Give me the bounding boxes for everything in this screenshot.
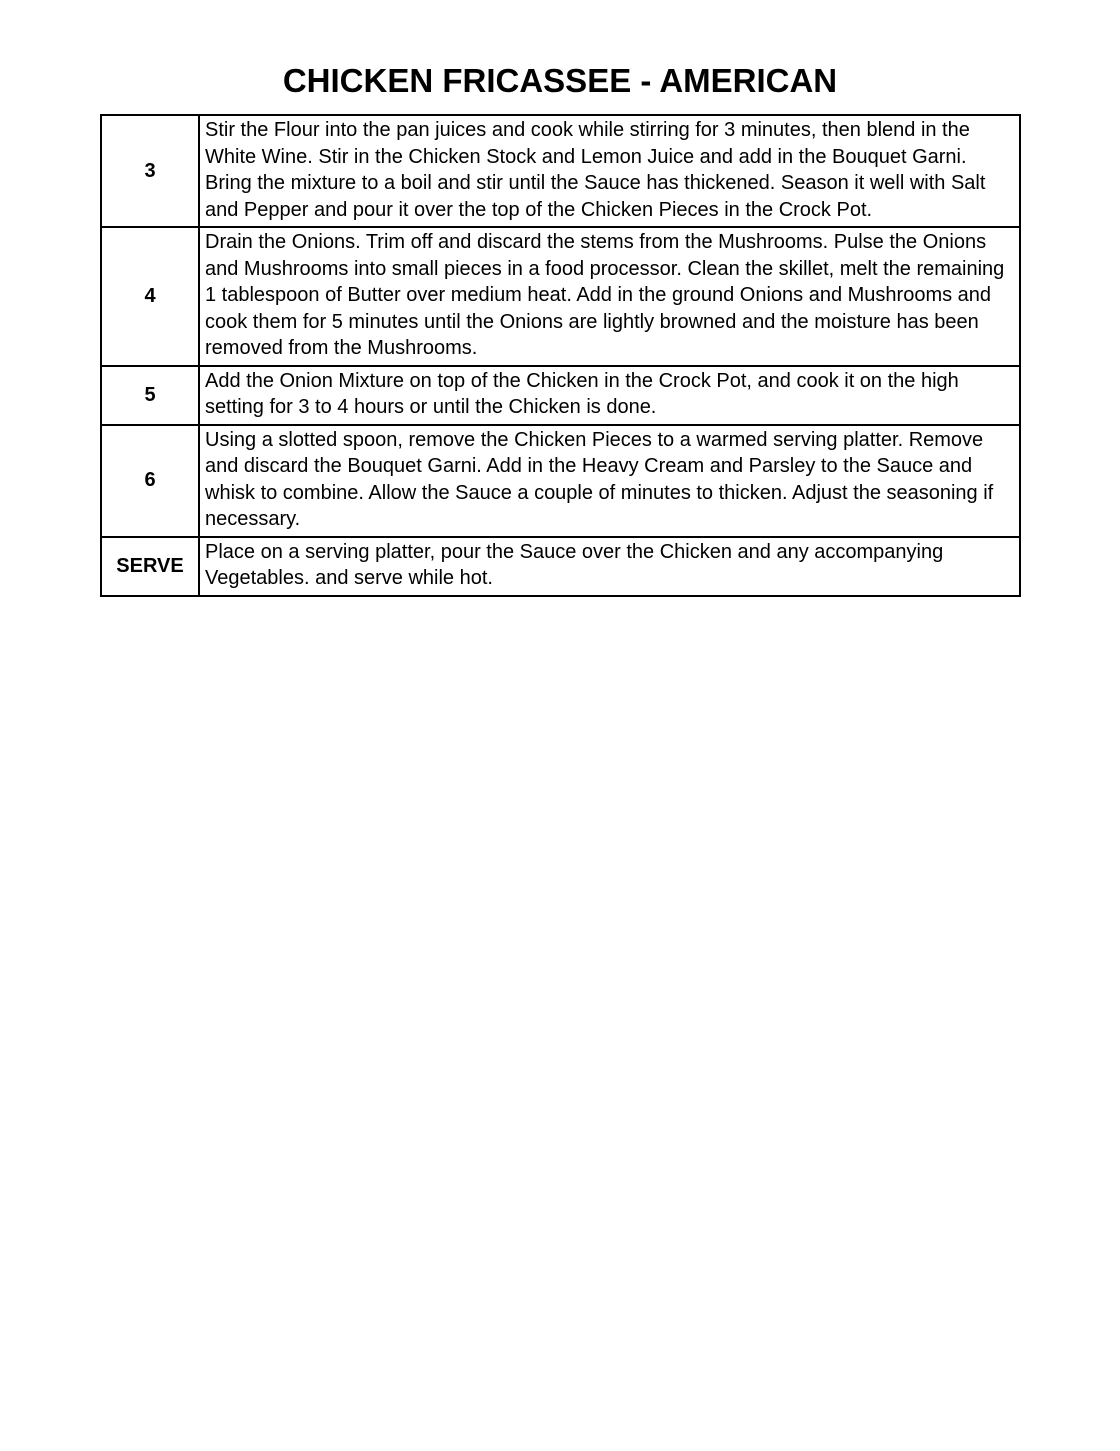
step-number-cell: 3 xyxy=(101,115,199,227)
instruction-cell: Using a slotted spoon, remove the Chicken Pieces to a warmed serving platter. Remove and discard the Bouquet Garni. Add in the Heavy Cream and Parsley to the Sauce and whisk to combine. Allow the Sauce a couple of minutes to thicken. Adjust the seasoning if necessary. xyxy=(199,425,1020,537)
table-row xyxy=(101,537,1020,596)
step-number-cell: 6 xyxy=(101,425,199,537)
table-row xyxy=(101,115,1020,227)
table-row xyxy=(101,425,1020,537)
table-row xyxy=(101,366,1020,425)
instruction-cell: Add the Onion Mixture on top of the Chicken in the Crock Pot, and cook it on the high setting for 3 to 4 hours or until the Chicken is done. xyxy=(199,366,1020,425)
recipe-steps-table xyxy=(100,114,1021,597)
step-number-cell: 5 xyxy=(101,366,199,425)
step-number-cell: SERVE xyxy=(101,537,199,596)
table-row xyxy=(101,227,1020,366)
step-number-cell: 4 xyxy=(101,227,199,366)
instruction-cell: Stir the Flour into the pan juices and cook while stirring for 3 minutes, then blend in the White Wine. Stir in the Chicken Stock and Lemon Juice and add in the Bouquet Garni. Bring the mixture to a boil and stir until the Sauce has thickened. Season it well with Salt and Pepper and pour it over the top of the Chicken Pieces in the Crock Pot. xyxy=(199,115,1020,227)
instruction-cell: Place on a serving platter, pour the Sauce over the Chicken and any accompanying Vegetables. and serve while hot. xyxy=(199,537,1020,596)
instruction-cell: Drain the Onions. Trim off and discard the stems from the Mushrooms. Pulse the Onions and Mushrooms into small pieces in a food processor. Clean the skillet, melt the remaining 1 tablespoon of Butter over medium heat. Add in the ground Onions and Mushrooms and cook them for 5 minutes until the Onions are lightly browned and the moisture has been removed from the Mushrooms. xyxy=(199,227,1020,366)
page-title: CHICKEN FRICASSEE - AMERICAN xyxy=(282,62,838,99)
